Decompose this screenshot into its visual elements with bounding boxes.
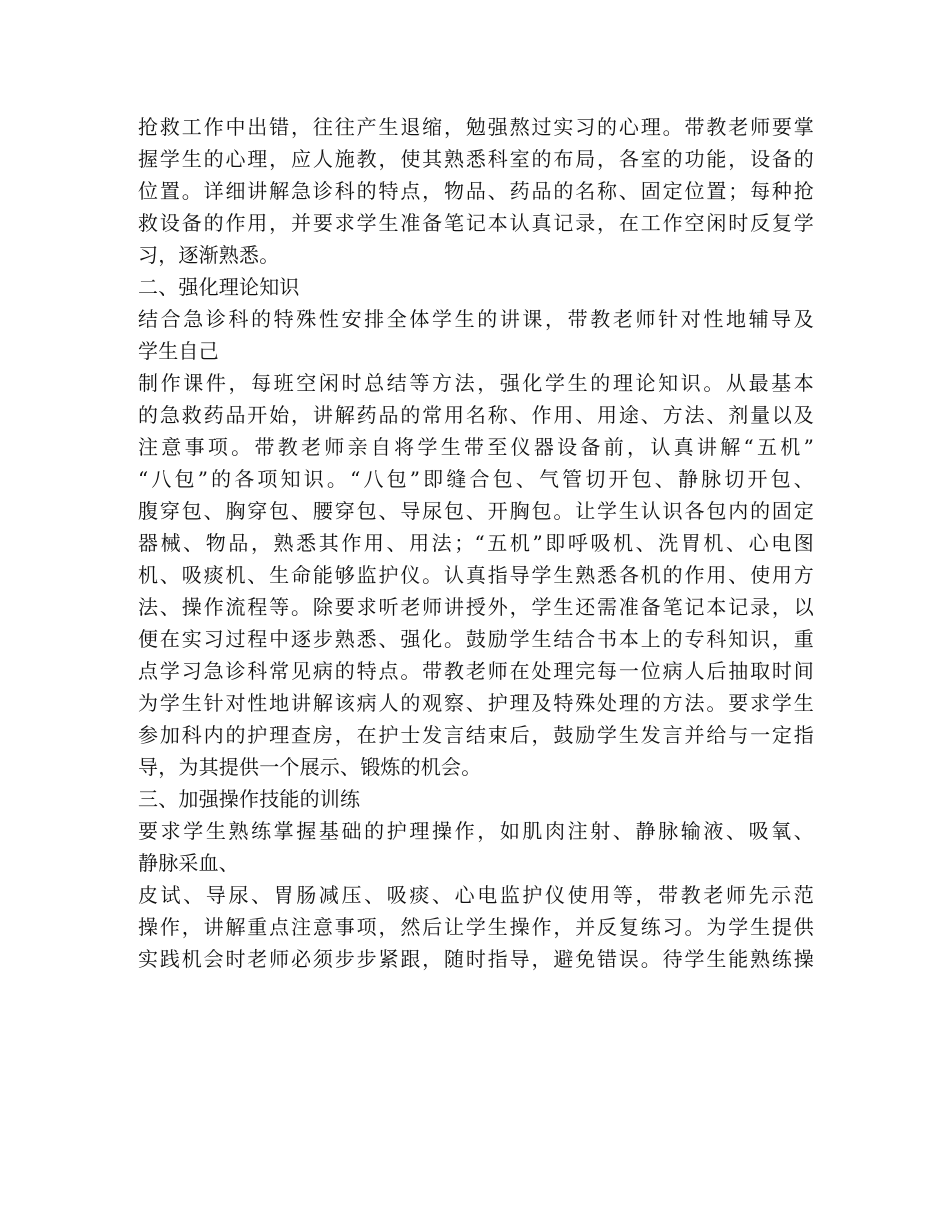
text-line: 导，为其提供一个展示、锻炼的机会。 — [138, 755, 482, 779]
text-line: 结合急诊科的特殊性安排全体学生的讲课，带教老师针对性地辅导及 — [138, 307, 814, 331]
section-heading: 二、强化理论知识 — [138, 275, 300, 299]
section-heading: 三、加强操作技能的训练 — [138, 787, 361, 811]
text-line: 位置。详细讲解急诊科的特点，物品、药品的名称、固定位置；每种抢 — [138, 179, 814, 203]
text-line: 救设备的作用，并要求学生准备笔记本认真记录，在工作空闲时反复学 — [138, 211, 814, 235]
text-line: 参加科内的护理查房，在护士发言结束后，鼓励学生发言并给与一定指 — [138, 723, 814, 747]
text-line: 便在实习过程中逐步熟悉、强化。鼓励学生结合书本上的专科知识，重 — [138, 627, 814, 651]
text-line: 腹穿包、胸穿包、腰穿包、导尿包、开胸包。让学生认识各包内的固定 — [138, 499, 814, 523]
text-line: 法、操作流程等。除要求听老师讲授外，学生还需准备笔记本记录，以 — [138, 595, 814, 619]
document-body — [138, 111, 814, 975]
text-line: 要求学生熟练掌握基础的护理操作，如肌肉注射、静脉输液、吸氧、 — [138, 819, 814, 843]
text-line: 静脉采血、 — [138, 851, 239, 875]
text-line: 皮试、导尿、胃肠减压、吸痰、心电监护仪使用等，带教老师先示范 — [138, 883, 814, 907]
text-line: 器械、物品，熟悉其作用、用法；“五机”即呼吸机、洗胃机、心电图 — [138, 531, 814, 555]
text-line: 机、吸痰机、生命能够监护仪。认真指导学生熟悉各机的作用、使用方 — [138, 563, 814, 587]
text-line: 抢救工作中出错，往往产生退缩，勉强熬过实习的心理。带教老师要掌 — [138, 115, 814, 139]
text-line: 的急救药品开始，讲解药品的常用名称、作用、用途、方法、剂量以及 — [138, 403, 814, 427]
text-line: 点学习急诊科常见病的特点。带教老师在处理完每一位病人后抽取时间 — [138, 659, 814, 683]
text-line: 制作课件，每班空闲时总结等方法，强化学生的理论知识。从最基本 — [138, 371, 814, 395]
text-line: 学生自己 — [138, 339, 219, 363]
text-line: 握学生的心理，应人施教，使其熟悉科室的布局，各室的功能，设备的 — [138, 147, 814, 171]
text-line: 为学生针对性地讲解该病人的观察、护理及特殊处理的方法。要求学生 — [138, 691, 814, 715]
text-line: 习，逐渐熟悉。 — [138, 243, 280, 267]
text-line: 实践机会时老师必须步步紧跟，随时指导，避免错误。待学生能熟练操 — [138, 947, 814, 971]
text-line: 注意事项。带教老师亲自将学生带至仪器设备前，认真讲解“五机” — [138, 435, 814, 459]
text-line: 操作，讲解重点注意事项，然后让学生操作，并反复练习。为学生提供 — [138, 915, 814, 939]
text-line: “八包”的各项知识。“八包”即缝合包、气管切开包、静脉切开包、 — [138, 467, 814, 491]
